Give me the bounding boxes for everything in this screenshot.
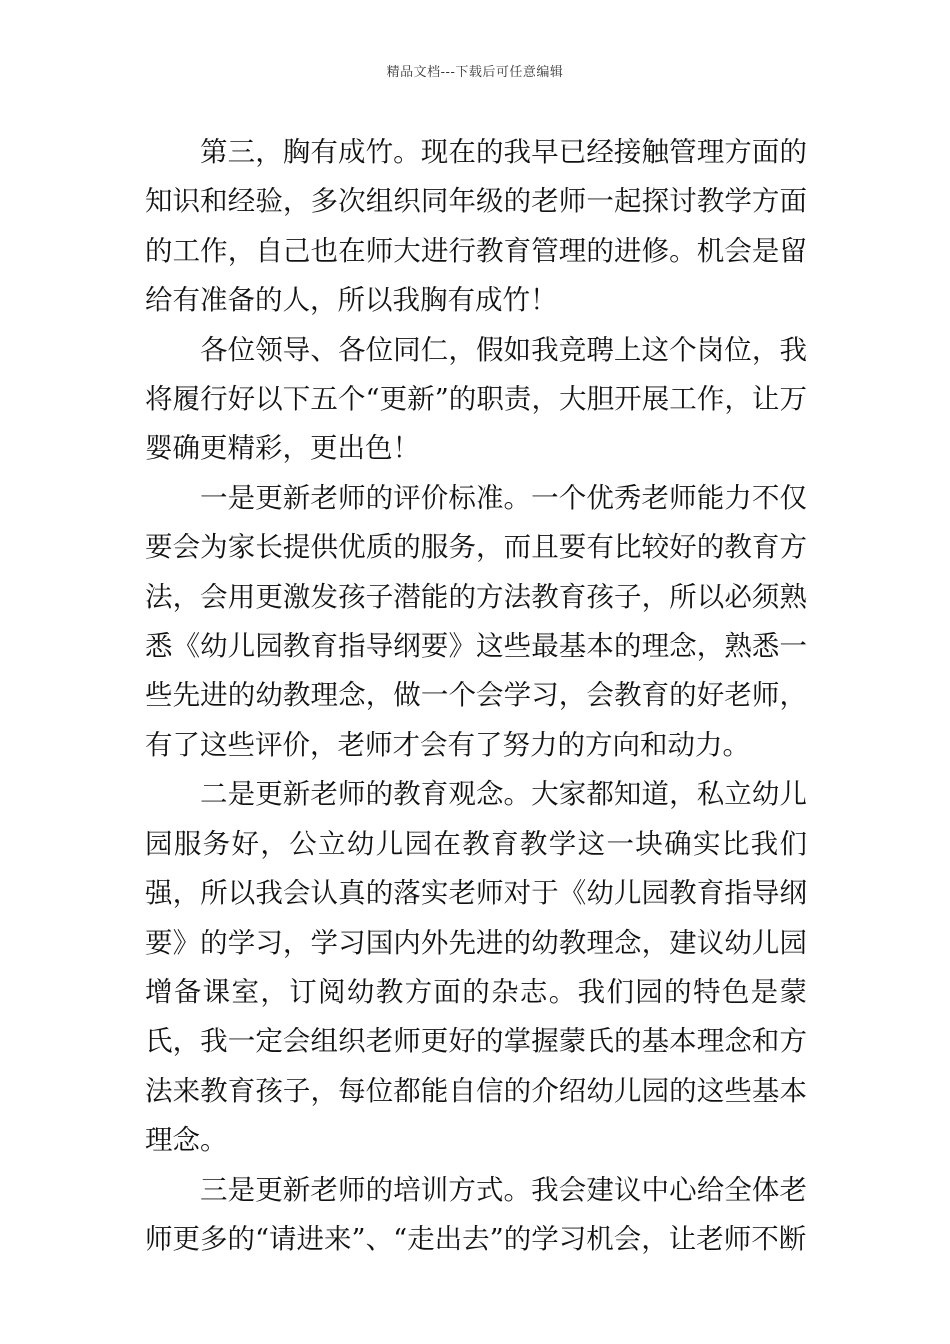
paragraph-confidence: 第三，胸有成竹。现在的我早已经接触管理方面的知识和经验，多次组织同年级的老师一起探讨教学方面的工作，自己也在师大进行教育管理的进修。机会是留给有准备的人，所以我胸有成竹！ — [145, 136, 807, 317]
document-body — [145, 128, 807, 1264]
paragraph-evaluation-standard: 一是更新老师的评价标准。一个优秀老师能力不仅要会为家长提供优质的服务，而且要有比较好的教育方法，会用更激发孩子潜能的方法教育孩子，所以必须熟悉《幼儿园教育指导纲要》这些最基本的理念，熟悉一些先进的幼教理念，做一个会学习，会教育的好老师，有了这些评价，老师才会有了努力的方向和动力。 — [145, 481, 807, 761]
page-header: 精品文档---下载后可任意编辑 — [386, 65, 564, 80]
paragraph-education-concept: 二是更新老师的教育观念。大家都知道，私立幼儿园服务好，公立幼儿园在教育教学这一块确实比我们强，所以我会认真的落实老师对于《幼儿园教育指导纲要》的学习，学习国内外先进的幼教理念，建议幼儿园增备课室，订阅幼教方面的杂志。我们园的特色是蒙氏，我一定会组织老师更好的掌握蒙氏的基本理念和方法来教育孩子，每位都能自信的介绍幼儿园的这些基本理念。 — [145, 778, 807, 1157]
paragraph-responsibilities: 各位领导、各位同仁，假如我竞聘上这个岗位，我将履行好以下五个“更新”的职责，大胆开展工作，让万婴确更精彩，更出色！ — [145, 333, 807, 465]
paragraph-training-method: 三是更新老师的培训方式。我会建议中心给全体老师更多的“请进来”、“走出去”的学习机会，让老师不断 — [145, 1173, 807, 1255]
